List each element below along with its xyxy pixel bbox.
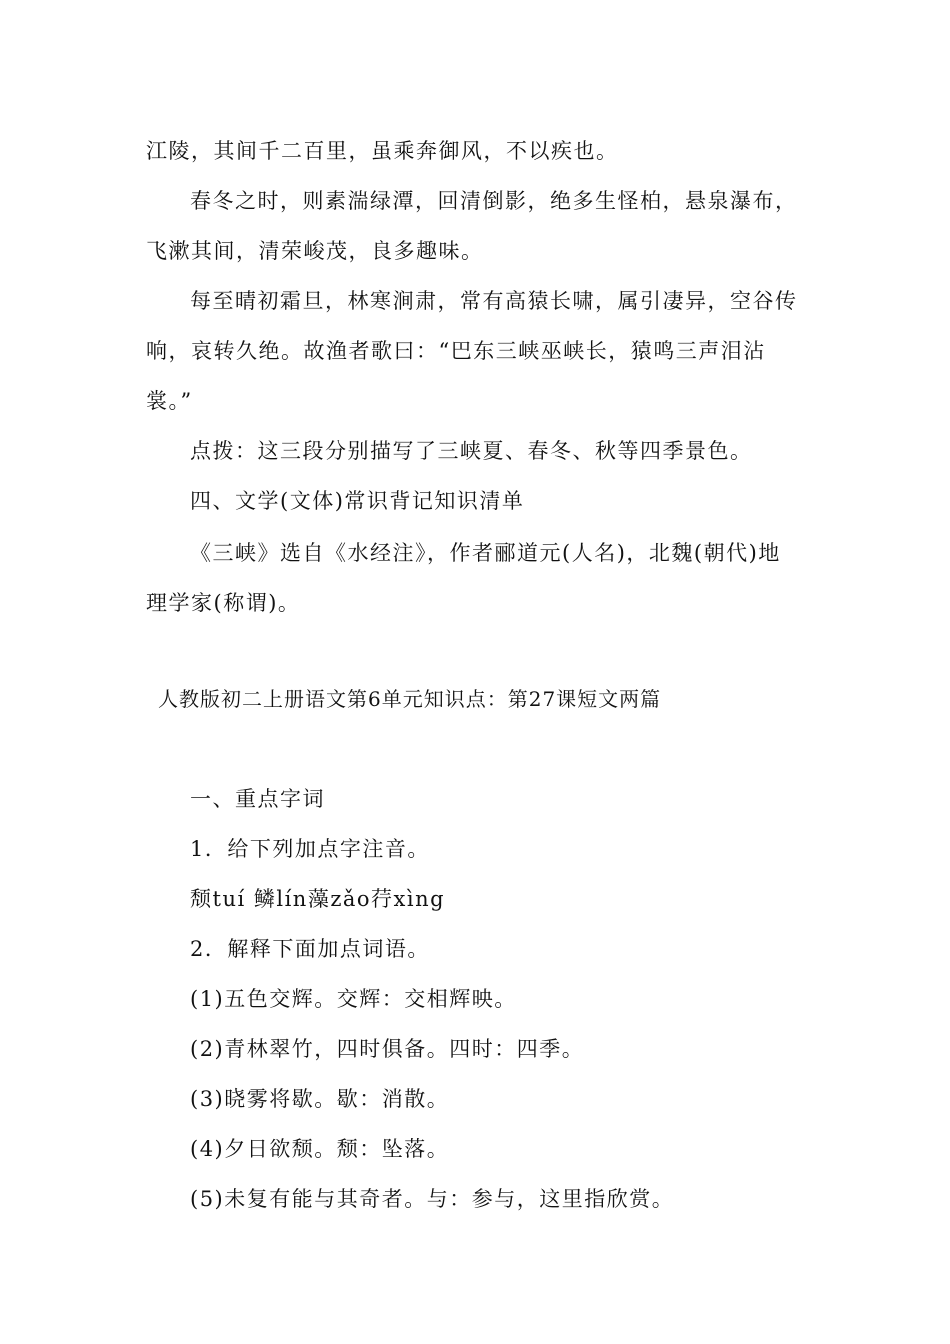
text-line: 理学家(称谓)。 xyxy=(146,591,301,615)
text-line: 一、重点字词 xyxy=(190,787,325,811)
text-line: 1．给下列加点字注音。 xyxy=(190,837,430,861)
text-line: (3)晓雾将歇。歇：消散。 xyxy=(190,1087,450,1111)
text-line: (2)青林翠竹，四时俱备。四时：四季。 xyxy=(190,1037,585,1061)
text-line: 2．解释下面加点词语。 xyxy=(190,937,430,961)
text-line: 颓tuí 鳞lín藻zǎo荇xìng xyxy=(190,887,446,911)
text-line: 响，哀转久绝。故渔者歌曰：“巴东三峡巫峡长，猿鸣三声泪沾 xyxy=(146,339,766,363)
text-line: 江陵，其间千二百里，虽乘奔御风，不以疾也。 xyxy=(146,139,619,163)
text-line: 裳。” xyxy=(146,389,193,413)
text-line: (4)夕日欲颓。颓：坠落。 xyxy=(190,1137,450,1161)
text-line: 《三峡》选自《水经注》，作者郦道元(人名)，北魏(朝代)地 xyxy=(190,541,781,565)
text-line: (1)五色交辉。交辉：交相辉映。 xyxy=(190,987,517,1011)
text-line: 每至晴初霜旦，林寒涧肃，常有高猿长啸，属引凄异，空谷传 xyxy=(190,289,798,313)
text-line: 四、文学(文体)常识背记知识清单 xyxy=(190,489,525,513)
section-title: 人教版初二上册语文第6单元知识点：第27课短文两篇 xyxy=(158,687,662,711)
text-line: 点拨：这三段分别描写了三峡夏、春冬、秋等四季景色。 xyxy=(190,439,753,463)
text-line: 春冬之时，则素湍绿潭，回清倒影，绝多生怪柏，悬泉瀑布， xyxy=(190,189,798,213)
text-line: 飞漱其间，清荣峻茂，良多趣味。 xyxy=(146,239,484,263)
text-line: (5)未复有能与其奇者。与：参与，这里指欣赏。 xyxy=(190,1187,675,1211)
